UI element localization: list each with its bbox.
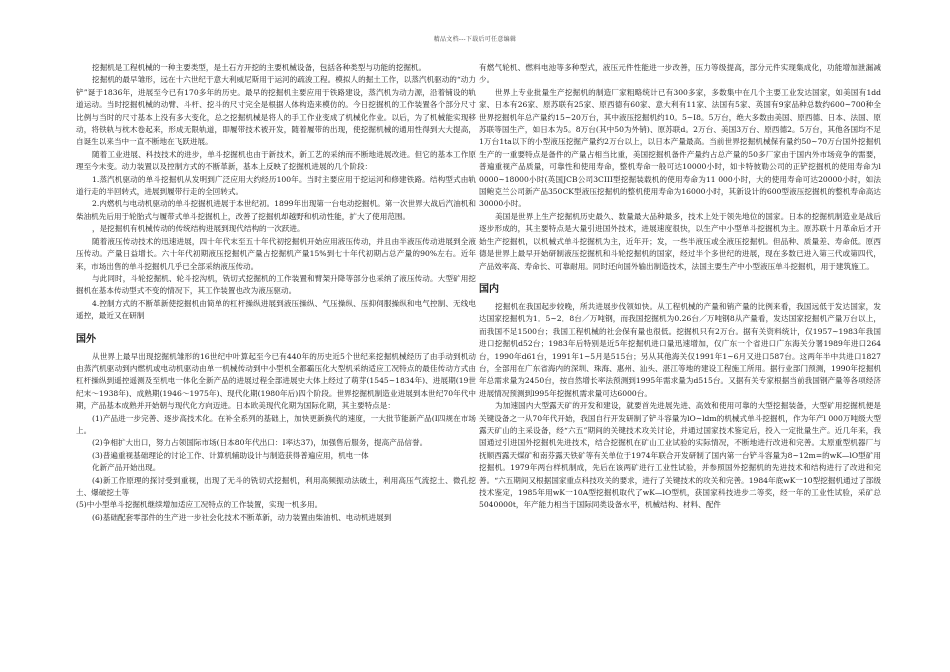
paragraph: ，是挖掘机有机械传动的传统结构进展到现代结构的一次跃进。 (92, 224, 305, 234)
paragraph: 为加速国内大型露天矿的开发和建设，就要首先进展先进、高效和使用可靠的大型挖掘装备，大型矿用挖掘机便是关键设备之一从70年代开始，我国自行开发研制了铲斗容量为lO~ldm的机械式单斗挖掘机，作为年产l 000万吨级大型露天矿山的主采设备，经“六五”期间的关键技术攻关讨论，并通过国家技术鉴定后，投入一定批量生产。近几年来，我国通过引进国外挖掘机先进技术，结合挖掘机在矿山工业试验的实际情况，不断地进行改进和完善。太原重型机器厂与抚顺西露天煤矿和南芬露天铁矿等有关单位于1974年联合开发研制了国内第一台铲斗容量为8~12m=的wK—lO型矿用挖掘机。1979年两台样机制成，先后在该两矿进行工业性试验，并参照国外挖掘机的先进技术和结构进行了改进和完善。“六五期间又根据国家重点科技攻关的要求，进行了关键技术的攻关和完善。1984年底wK一10型挖掘机通过了部级技术鉴定，1985年用wK一10A型挖掘机取代了wK—lO型机，获国家科技进步二等奖，经一年的工业性试验，采矿总5040000t，年产能力相当于国际同类设备水平，机械结构、材料、配件 (479, 401, 881, 510)
list-item: (2)争相扩大出口，努力占领国际市场(日本80年代出口：I率达37)，加强售后服务，提高产品信誉。 (92, 438, 428, 448)
paragraph: 从世界上最早出现挖掘机雏形的16世纪中叶算起至今已有440年的历史近5个世纪来挖掘机械经历了由手动到机动由蒸汽机驱动到内燃机或电动机驱动由单一机械传动到中小型机全都霸压化大型机采纳适应工况特点的最佳传动方式由杠杆操纵到遥控遥测及至机电一体化全新产品的进展过程全部进展史大体上经过了萌芽(1545~1834年)、进展期(19世纪末～1938年)、成熟期(1946～1975年)、现代化期(1980年后)四个阶段。世界挖掘机制造业进展到本世纪70年代中期，产品基本成熟并开始朝与现代化方向迈进。日本欧美现代化期为国际化期，其主要特点是： (76, 351, 476, 411)
list-item: (5)中小型单斗挖掘机继续增加适应工况特点的工作装置，实现一机多用。 (76, 500, 323, 510)
list-item: (6)基础配套零部件的生产进一步社会化技术不断革新，动力装置由柴油机、电动机进展到 (92, 512, 392, 522)
list-item: (3)普遍重视基础理论的讨论工作、计算机辅助设计与制造获得普遍应用，机电一体 (92, 450, 369, 460)
paragraph: 挖掘机的最早雏形，远在十六世纪于意大利威尼斯用于运河的疏浚工程。模拟人的掘土工作，以蒸汽机驱动的“动力铲”诞于1836年，进展至今已有170多年的历史。最早的挖掘机主要应用于铁路建设，蒸汽机为动力源，沿着铺设的轨道运动。当时挖掘机械的动臂、斗杆、挖斗的尺寸完全是根据人体构造来模仿的。今日挖掘机的工作装置各个部分尺寸比例与当时的尺寸基本上没有多大变化，总之挖掘机械是将人的手工作业变成了机械化作业。以后，为了机械能实现移动，将铁轨与枕木卷起来，形成无限轨道，即履带技术被开发，随着履带的出现，使挖掘机械的通用性得到大大提高，自诞生以来当中一直不断地在飞跃进展。 (76, 75, 476, 147)
paragraph: 有燃气轮机、燃料电池等多种型式，液压元件性能进一步改善，压力等级提高，部分元件实现集成化，功能增加泄漏减少。 (479, 63, 881, 85)
paragraph: 2.内燃机与电动机驱动的单斗挖掘机进展于本世纪初。1899年出现第一台电动挖掘机。第一次世界大战后汽油机和柴油机先后用于轮胎式与履带式单斗挖掘机上，改善了挖掘机却越野和机动性能，扩大了使用范围。 (76, 199, 476, 221)
list-item: (1)产品进一步完善、逐步高技术化。在补全系列的基础上，加快更新换代的速度，一大批节能新产品(I四规在市场上。 (76, 413, 476, 435)
paragraph: 随着液压传动技术的迅速进展，四十年代末至五十年代初挖掘机开始应用液压传动，并且由半液压传动进展到全液压传动。产量日益增长。六十年代初期液压挖掘机产量占挖掘机产量15%到七十年代初期占总产量的90%左右。近年来，市场出售的单斗挖掘机几乎已全部采纳液压传动。 (76, 236, 476, 271)
paragraph: 4.控制方式的不断革新使挖掘机由简单的杠杆操纵进展到液压操纵、气压操纵、压抑伺服操纵和电气控制、无线电遥控，最近又在研制 (76, 298, 476, 321)
section-heading-foreign: 国外 (76, 333, 96, 345)
paragraph: 美国是世界上生产挖掘机历史最久、数量最大品种最多，技术上处于领先地位的国家。日本的挖掘机制造业是战后逐步形成的，其主要特点是大量引进国外技术，进展速度很快，以生产中小型单斗挖掘机为主。原苏联十月革命后才开始生产挖掘机，以机械式单斗挖掘机为主，近年开；发，一些半液压或全液压挖掘机。但品种、质量差、寿命低。原西德是世界上最早开始研制液压挖掘机和斗轮挖掘机的国家，经过半个多世纪的进展，现在多数已进入第三代或第四代，产品效率高、寿命长、可靠耐用。同时还向国外输出制造技术，法国主要生产中小型液压单斗挖掘机，用于建筑施工。 (479, 211, 881, 271)
right-column (479, 62, 881, 512)
page-header: 精品文档---下载后可任意编辑 (433, 36, 517, 43)
list-item: (4)新工作原理的探讨受到重视，出现了无斗的铣切式挖掘机，利用高频振动法破土，利用高压气流挖土、微孔挖土、爆破挖土等 (76, 475, 476, 497)
paragraph: 1.蒸汽机驱动的单斗挖掘机从发明到广泛应用大约经历100年。当时主要应用于挖运河和修建铁路。结构型式由轨道行走的半回转式，进展到履带行走的全回转式。 (76, 174, 476, 197)
paragraph: 挖掘机是工程机械的一种主要类型，是土石方开挖的主要机械设备，包括各种类型与功能的挖掘机。 (92, 63, 427, 72)
paragraph: 世界上专业批量生产挖掘机的制造厂家粗略统计已有300多家，多数集中在几个主要工业发达国家，如美国有1dd家、日本有26家、原苏联有25家、原西德有60家、意大利有11家、法国有5家、英国有9家品种总数约600~700种全世界挖掘机年总产量约15~20万台，其中液压挖掘机约10。5~I8。5万台，绝大多数由美国、原西德、日本、法国、原苏联等国生产，如日本为5。8万台(其中50为外销)、原苏联d。2万台、美国3万台、原西德2。5万台，其他各国均不足1万台1ta以下的小型液压挖掘产量约2万台以上，以日本产量最高。当前世界挖掘机械保有量约50~70万台国外挖掘机生产的一重要特点是备件的产量占相当比重，美国挖掘机备件产量约占总产量的50多厂家由于国内外市场竞争的需要，普遍重视产品质量，可靠性和使用寿命，整机寿命一般可达10000小时，如卡特彼勒公司的正铲挖掘机的使用寿命为l 0000~18000小时(英国JCB公司3CIII型挖掘装载机的使用寿命为11 000小时，大的使用寿命可达20000小时，如法国鲍克兰公司新产品350CK型液压挖掘机的整机使用寿命为16000小时，其新设计的600型液压挖掘机的整机寿命高达30000小时。 (479, 87, 881, 209)
paragraph: 随着工业进展、科技技术的进步，单斗挖掘机也由于新技术，新工艺的采纳而不断地进展改进。但它的基本工作原理至今未变。动力装置以及控制方式的不断革新，基本上反映了挖掘机进展的几个阶段： (76, 149, 476, 172)
section-heading-domestic: 国内 (479, 283, 499, 295)
paragraph: 与此同时，斗轮挖掘机、轮斗挖沟机，铣切式挖掘机的工作装置和臂架升降等部分也采纳了液压传动。大型矿用挖掘机在基本传动型式不变的情况下，其工作装置也改为液压驱动。 (76, 273, 476, 296)
paragraph: 挖掘机在我国起步较晚，所共进展步伐领如快。从工程机械的产量和销产量的比例来看，我国远低于发达国家，发达国家挖掘机为1．5~2．8台／万吨钢，而我国挖掘机为0.26台／万吨钢8从产量看，发达国家挖掘机产量万台以上，而我国不足1500台；我国工程机械的社会保有量也很低。挖掘机只有2万台。据有关资料统计，仅1957~1983年我国进口挖掘机d52台；1983年后特别是近5年挖掘机进口量迅速增加，仅广东一个省进口广东海关分署1989年进口264台，1990年d61台，1991年1~5月是515台；另从其他海关仅1991年1~6月又进口587台。这两年半中共进口1827台，全部用在广东省海内的深圳、珠海、惠州、汕头、湛江等地的建设工程施工所用。据行业部门预测，1990年挖掘机年总需求量为2450台，按自然增长率法预测到1995年需求量为d515台。又据有关专家根据当前我国钢产量等各项经济进展情况预测到l995年挖掘机需求量可达6000台。 (479, 301, 881, 398)
list-item: 化新产品开始出现。 (92, 463, 161, 473)
left-column (76, 62, 476, 524)
